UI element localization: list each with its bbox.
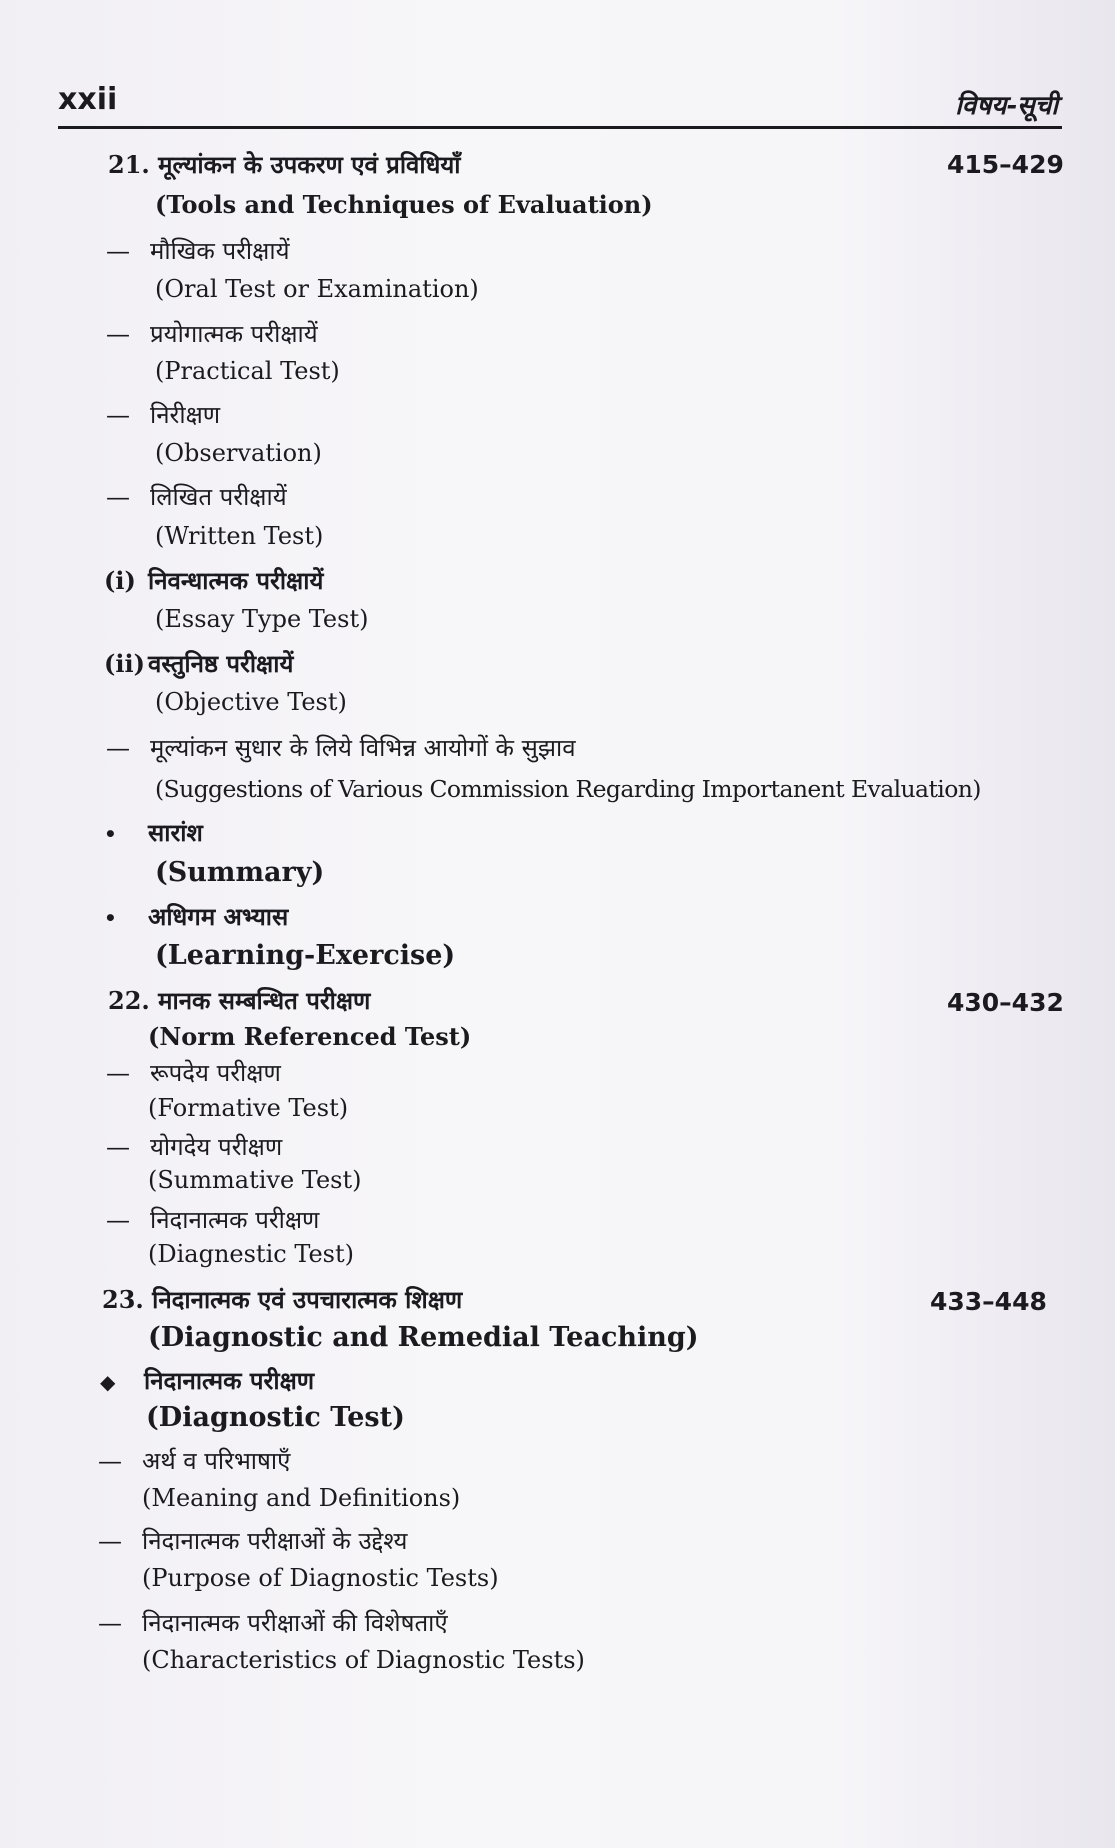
chapter-23-pages: 433–448: [930, 1287, 1047, 1316]
item-english: (Summative Test): [148, 1166, 362, 1194]
chapter-title-hindi: मानक सम्बन्धित परीक्षण: [158, 986, 371, 1015]
list-item: [100, 1364, 314, 1397]
list-item: [104, 816, 203, 849]
list-item: [106, 234, 290, 267]
chapter-number: 22.: [108, 986, 150, 1015]
item-hindi: निदानात्मक परीक्षण: [144, 1366, 315, 1395]
item-english: (Formative Test): [148, 1094, 349, 1122]
item-english: (Purpose of Diagnostic Tests): [142, 1564, 499, 1592]
item-marker: —: [106, 1059, 130, 1087]
item-marker: —: [98, 1527, 122, 1555]
section-title: विषय-सूची: [955, 91, 1058, 121]
chapter-title-hindi: मूल्यांकन के उपकरण एवं प्रविधियाँ: [158, 150, 461, 179]
item-english: (Summary): [155, 857, 325, 888]
list-item: [98, 1444, 290, 1477]
item-hindi: निदानात्मक परीक्षाओं की विशेषताएँ: [142, 1609, 448, 1637]
item-hindi: निरीक्षण: [150, 401, 221, 429]
chapter-21-pages: 415–429: [947, 150, 1064, 179]
item-english: (Learning-Exercise): [155, 940, 456, 971]
item-hindi: मूल्यांकन सुधार के लिये विभिन्न आयोगों के सुझाव: [150, 734, 576, 762]
item-hindi: अर्थ व परिभाषाएँ: [142, 1447, 291, 1475]
item-marker: (ii): [104, 649, 145, 678]
list-item: [106, 317, 318, 350]
item-marker: —: [106, 401, 130, 429]
item-hindi: मौखिक परीक्षायें: [150, 237, 290, 265]
item-marker: —: [106, 483, 130, 511]
item-english: (Characteristics of Diagnostic Tests): [142, 1646, 585, 1674]
item-marker: •: [104, 822, 117, 846]
item-english: (Written Test): [155, 522, 324, 550]
item-hindi: लिखित परीक्षायें: [150, 483, 287, 511]
chapter-number: 21.: [108, 150, 150, 179]
list-item: [106, 480, 287, 513]
item-marker: —: [106, 1206, 130, 1234]
list-item: [106, 731, 576, 764]
item-english: (Essay Type Test): [155, 605, 369, 633]
item-hindi: प्रयोगात्मक परीक्षायें: [150, 320, 318, 348]
item-english: (Oral Test or Examination): [155, 275, 479, 303]
chapter-23-heading: [102, 1283, 462, 1316]
page-number: xxii: [58, 82, 118, 117]
item-marker: (i): [104, 566, 136, 595]
item-marker: —: [106, 734, 130, 762]
item-hindi: वस्तुनिष्ठ परीक्षायें: [148, 649, 294, 678]
item-hindi: अधिगम अभ्यास: [148, 902, 289, 931]
item-hindi: सारांश: [148, 818, 203, 847]
chapter-23-title-english: (Diagnostic and Remedial Teaching): [148, 1322, 699, 1353]
item-english: (Objective Test): [155, 688, 347, 716]
item-english: (Suggestions of Various Commission Regarding Importanent Evaluation): [155, 775, 981, 803]
chapter-number: 23.: [102, 1285, 144, 1314]
item-marker: ◆: [100, 1370, 116, 1394]
item-hindi: रूपदेय परीक्षण: [150, 1059, 281, 1087]
list-item: [106, 398, 220, 431]
list-item: [104, 900, 288, 933]
item-english: (Observation): [155, 439, 322, 467]
list-item: [104, 564, 323, 597]
item-hindi: योगदेय परीक्षण: [150, 1133, 283, 1161]
chapter-21-heading: [108, 148, 461, 181]
item-english: (Meaning and Definitions): [142, 1484, 461, 1512]
chapter-22-title-english: (Norm Referenced Test): [148, 1022, 472, 1051]
item-english: (Diagnostic Test): [146, 1402, 405, 1433]
list-item: [98, 1606, 448, 1639]
item-marker: —: [106, 237, 130, 265]
header-rule: [58, 126, 1062, 129]
page-header: [58, 82, 1058, 126]
item-marker: —: [106, 320, 130, 348]
item-marker: •: [104, 906, 117, 930]
chapter-22-pages: 430–432: [947, 988, 1064, 1017]
item-hindi: निवन्धात्मक परीक्षायें: [148, 566, 324, 595]
item-english: (Practical Test): [155, 357, 340, 385]
chapter-22-heading: [108, 984, 370, 1017]
chapter-21-title-english: (Tools and Techniques of Evaluation): [155, 190, 653, 219]
item-marker: —: [106, 1133, 130, 1161]
item-hindi: निदानात्मक परीक्षण: [150, 1206, 320, 1234]
list-item: [98, 1524, 407, 1557]
list-item: [104, 647, 293, 680]
list-item: [106, 1203, 319, 1236]
chapter-title-hindi: निदानात्मक एवं उपचारात्मक शिक्षण: [152, 1285, 463, 1314]
item-marker: —: [98, 1609, 122, 1637]
list-item: [106, 1130, 282, 1163]
item-hindi: निदानात्मक परीक्षाओं के उद्देश्य: [142, 1527, 408, 1555]
item-marker: —: [98, 1447, 122, 1475]
item-english: (Diagnestic Test): [148, 1240, 354, 1268]
list-item: [106, 1056, 281, 1089]
show-through-text: [470, 130, 990, 1710]
